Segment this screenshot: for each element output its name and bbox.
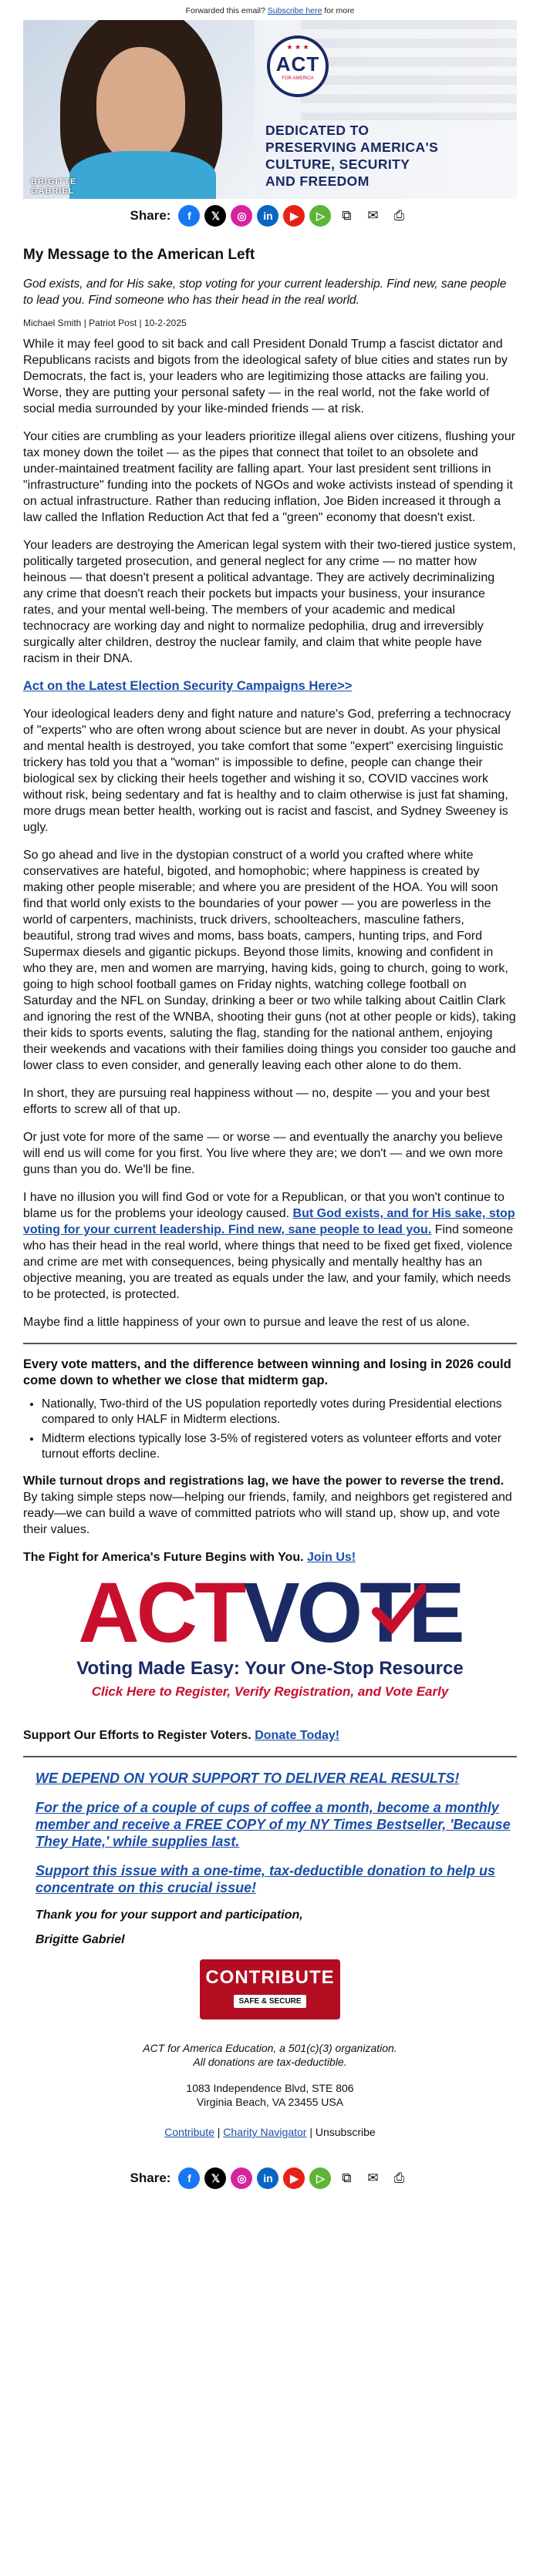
email-share-icon[interactable]: ✉	[367, 208, 379, 223]
linkedin-icon[interactable]: in	[257, 205, 278, 227]
youtube-icon[interactable]: ▶	[283, 2167, 305, 2189]
linkedin-icon[interactable]: in	[257, 2167, 278, 2189]
copy-link-icon[interactable]: ⧉	[342, 2171, 352, 2185]
contribute-label: CONTRIBUTE	[205, 1967, 335, 1988]
donate-today-link[interactable]: Donate Today!	[255, 1729, 340, 1742]
print-icon[interactable]: ⎙	[393, 2171, 405, 2185]
subscribe-link[interactable]: Subscribe here	[267, 6, 322, 15]
article-paragraph: So go ahead and live in the dystopian construct of a world you crafted where white conservatives are hateful, bigoted, and homophobic; where happiness is created by making other people miserable; and where you are president of the HOA. You will soon find that world only exists to the boundaries of your power — you are powerless in the world of carpenters, machinists, truck drivers, schoolteachers, masculine fathers, beautiful, strong trad wives and moms, bass boats, campers, hunting trips, and Ford Supermax diesels and gigantic pickups. Beyond those limits, knowing and confident in who they are, men and women are marrying, having kids, going to church, going to work, going to high school football games on Friday nights, watching college football on Saturday and the NFL on Sunday, drinking a beer or two while talking about Caitlin Clark and ignoring the rest of the WNBA, shooting their guns (not at other people or kids), taking their kids to sports events, saluting the flag, standing for the national anthem, enjoying their weekends and vacations with their families doing things you consider too gauche and lower class to even consider, and generally leaving each other alone to do them.	[23, 849, 516, 1072]
midterm-heading: Every vote matters, and the difference between winning and losing in 2026 could come down to whether we close that midterm gap.	[23, 1357, 511, 1387]
org-notice: ACT for America Education, a 501(c)(3) organization. All donations are tax-deductible.	[143, 2042, 397, 2068]
instagram-icon[interactable]: ◎	[231, 2167, 252, 2189]
portrait-photo	[23, 20, 255, 199]
banner-slogan: Voting Made Easy: Your One-Stop Resource	[76, 1658, 464, 1679]
banner-subtitle: Click Here to Register, Verify Registration, and Vote Early	[91, 1684, 449, 1699]
one-time-donation-link[interactable]: Support this issue with a one-time, tax-deductible donation to help us concentrate on this crucial issue!	[35, 1863, 496, 1895]
divider	[23, 1343, 517, 1344]
youtube-icon[interactable]: ▶	[283, 205, 305, 227]
article-paragraph: Maybe find a little happiness of your own to pursue and leave the rest of us alone.	[23, 1316, 471, 1329]
rumble-icon[interactable]: ▷	[309, 205, 331, 227]
checkmark-icon	[372, 1582, 426, 1636]
support-line: Support Our Efforts to Register Voters. Donate Today!	[23, 1729, 340, 1742]
list-item: • Midterm elections typically lose 3-5% of registered voters as volunteer efforts and voter turnout efforts decline.	[42, 1431, 517, 1462]
share-label: Share:	[130, 2171, 171, 2185]
article-paragraph: While it may feel good to sit back and call President Donald Trump a fascist dictator and Republicans racists and bigots from the ideological safety of blue cities and states run by Democrats, the fact is, your leaders who are legitimizing those attacks are failing you. Worse, they are putting your personal safety — in the real world, not the fake world of social media surrounded by your like-minded friends — at risk.	[23, 338, 508, 415]
mailing-address: 1083 Independence Blvd, STE 806 Virginia Beach, VA 23455 USA	[186, 2082, 354, 2108]
contribute-button[interactable]	[200, 1959, 340, 2019]
join-us-link[interactable]: Join Us!	[307, 1551, 356, 1564]
list-item: • Nationally, Two-third of the US population reportedly votes during Presidential elections compared to only HALF in Midterm elections.	[42, 1397, 517, 1428]
midterm-power: While turnout drops and registrations lag, we have the power to reverse the trend. By taking simple steps now—helping our friends, family, and neighbors get registered and ready—we can build a wave of committed patriots who will stand up, show up, and vote their values.	[23, 1475, 512, 1536]
act-vote-logo: ACTVOTE	[78, 1565, 462, 1660]
footer-links: Contribute | Charity Navigator | Unsubscribe	[164, 2126, 376, 2138]
copy-link-icon[interactable]: ⧉	[342, 208, 352, 223]
appeal-link[interactable]: WE DEPEND ON YOUR SUPPORT TO DELIVER REAL RESULTS!	[35, 1771, 460, 1786]
forward-prefix: Forwarded this email?	[185, 6, 265, 15]
share-label: Share:	[130, 208, 171, 223]
rumble-icon[interactable]: ▷	[309, 2167, 331, 2189]
article-paragraph: Your ideological leaders deny and fight nature and nature's God, preferring a technocracy of "experts" who are often wrong about science but are never in doubt. As your physical and mental health is destroyed, you take comfort that some "expert" exercising linguistic trickery has told you that a "woman" is impossible to define, people can change their biological sex by clicking their heels together and wishing it so, COVID vaccines work without risk, being sedentary and fat is healthy and to claim otherwise is just fat shaming, more drugs mean better health, working out is racist and fascist, and Sydney Sweeney is ugly.	[23, 708, 511, 834]
flag-background	[301, 20, 517, 120]
x-icon[interactable]: 𝕏	[204, 2167, 226, 2189]
act-vote-banner[interactable]	[23, 1565, 517, 1724]
share-bar-bottom	[23, 2161, 517, 2194]
share-bar-top	[23, 199, 517, 231]
email-container	[23, 0, 517, 2194]
forward-suffix: for more	[324, 6, 355, 15]
safe-secure-badge: SAFE & SECURE	[234, 1995, 305, 2008]
x-icon[interactable]: 𝕏	[204, 205, 226, 227]
charity-navigator-link[interactable]: Charity Navigator	[223, 2126, 307, 2138]
article-paragraph: Your leaders are destroying the American legal system with their two-tiered justice system, politically targeted prosecution, and general neglect for any crime — no matter how heinous — that doesn't present a political advantage. They are actively decriminalizing any crime that doesn't reach their pockets but impacts your business, your insurance rates, and your mental well-being. The members of your academic and medical technocracy are working day and night to normalize pedophilia, drug and irreversibly surgically alter children, destroy the nuclear family, and claim that white people have racism in their DNA.	[23, 539, 516, 665]
midterm-facts	[23, 1397, 517, 1462]
election-security-link[interactable]: Act on the Latest Election Security Campaigns Here>>	[23, 679, 353, 693]
email-share-icon[interactable]: ✉	[367, 2171, 379, 2185]
portrait-name: BRIGITTE GABRIEL	[31, 177, 77, 196]
article-paragraph: I have no illusion you will find God or vote for a Republican, or that you won't continue to blame us for the problems your ideology caused. But God exists, and for His sake, stop voting for your current leadership. Find new, sane people to lead you. Find someone who has their head in the real world, where things that need to be fixed get fixed, violence and crime are met with consequences, being physically and mentally healthy has an objective meaning, you are treated as equals under the law, and your family, which needs to be protected, is protected.	[23, 1191, 515, 1301]
unsubscribe-link[interactable]: Unsubscribe	[315, 2126, 376, 2138]
act-logo: ★ ★ ★ ACT FOR AMERICA	[267, 35, 329, 97]
instagram-icon[interactable]: ◎	[231, 205, 252, 227]
thanks-line: Thank you for your support and participation,	[35, 1908, 303, 1922]
article-paragraph: In short, they are pursuing real happiness without — no, despite — you and your best efforts to screw all of that up.	[23, 1087, 490, 1116]
fight-line: The Fight for America's Future Begins with You. Join Us!	[23, 1551, 356, 1564]
hero-banner[interactable]	[23, 20, 517, 199]
monthly-member-link[interactable]: For the price of a couple of cups of coffee a month, become a monthly member and receive a FREE COPY of my NY Times Bestseller, 'Because They Hate,' while supplies last.	[35, 1800, 511, 1849]
facebook-icon[interactable]: f	[178, 2167, 200, 2189]
forward-notice	[23, 0, 517, 20]
facebook-icon[interactable]: f	[178, 205, 200, 227]
stop-voting-link[interactable]: But God exists, and for His sake, stop voting for your current leadership. Find new, sane people to lead you.	[23, 1207, 515, 1236]
divider	[23, 1756, 517, 1757]
article-title: My Message to the American Left	[23, 247, 255, 263]
article-lead: God exists, and for His sake, stop voting for your current leadership. Find new, sane people to lead you. Find someone who has their head in the real world.	[23, 277, 507, 307]
article-byline: Michael Smith | Patriot Post | 10-2-2025	[23, 318, 187, 328]
print-icon[interactable]: ⎙	[393, 208, 405, 223]
article-paragraph: Or just vote for more of the same — or worse — and eventually the anarchy you believe will end us will come for you first. You live where they are; we don't — and we own more guns than you do. We'll be fine.	[23, 1131, 504, 1176]
hero-tagline: DEDICATED TO PRESERVING AMERICA'S CULTURE, SECURITY AND FREEDOM	[265, 123, 439, 189]
article-paragraph: Your cities are crumbling as your leaders prioritize illegal aliens over citizens, flushing your tax money down the toilet — as the pipes that connect that toilet to an obsolete and under-maintained treatment facility are falling apart. Your last president sent trillions in "infrastructure" funding into the pockets of NGOs and woke activists instead of spending it on actual infrastructure. Rather than reducing inflation, Joe Biden increased it through a law called the Inflation Reduction Act that fed a "green" economy that doesn't exist.	[23, 430, 515, 524]
contribute-link[interactable]: Contribute	[164, 2126, 214, 2138]
signature: Brigitte Gabriel	[35, 1933, 125, 1946]
